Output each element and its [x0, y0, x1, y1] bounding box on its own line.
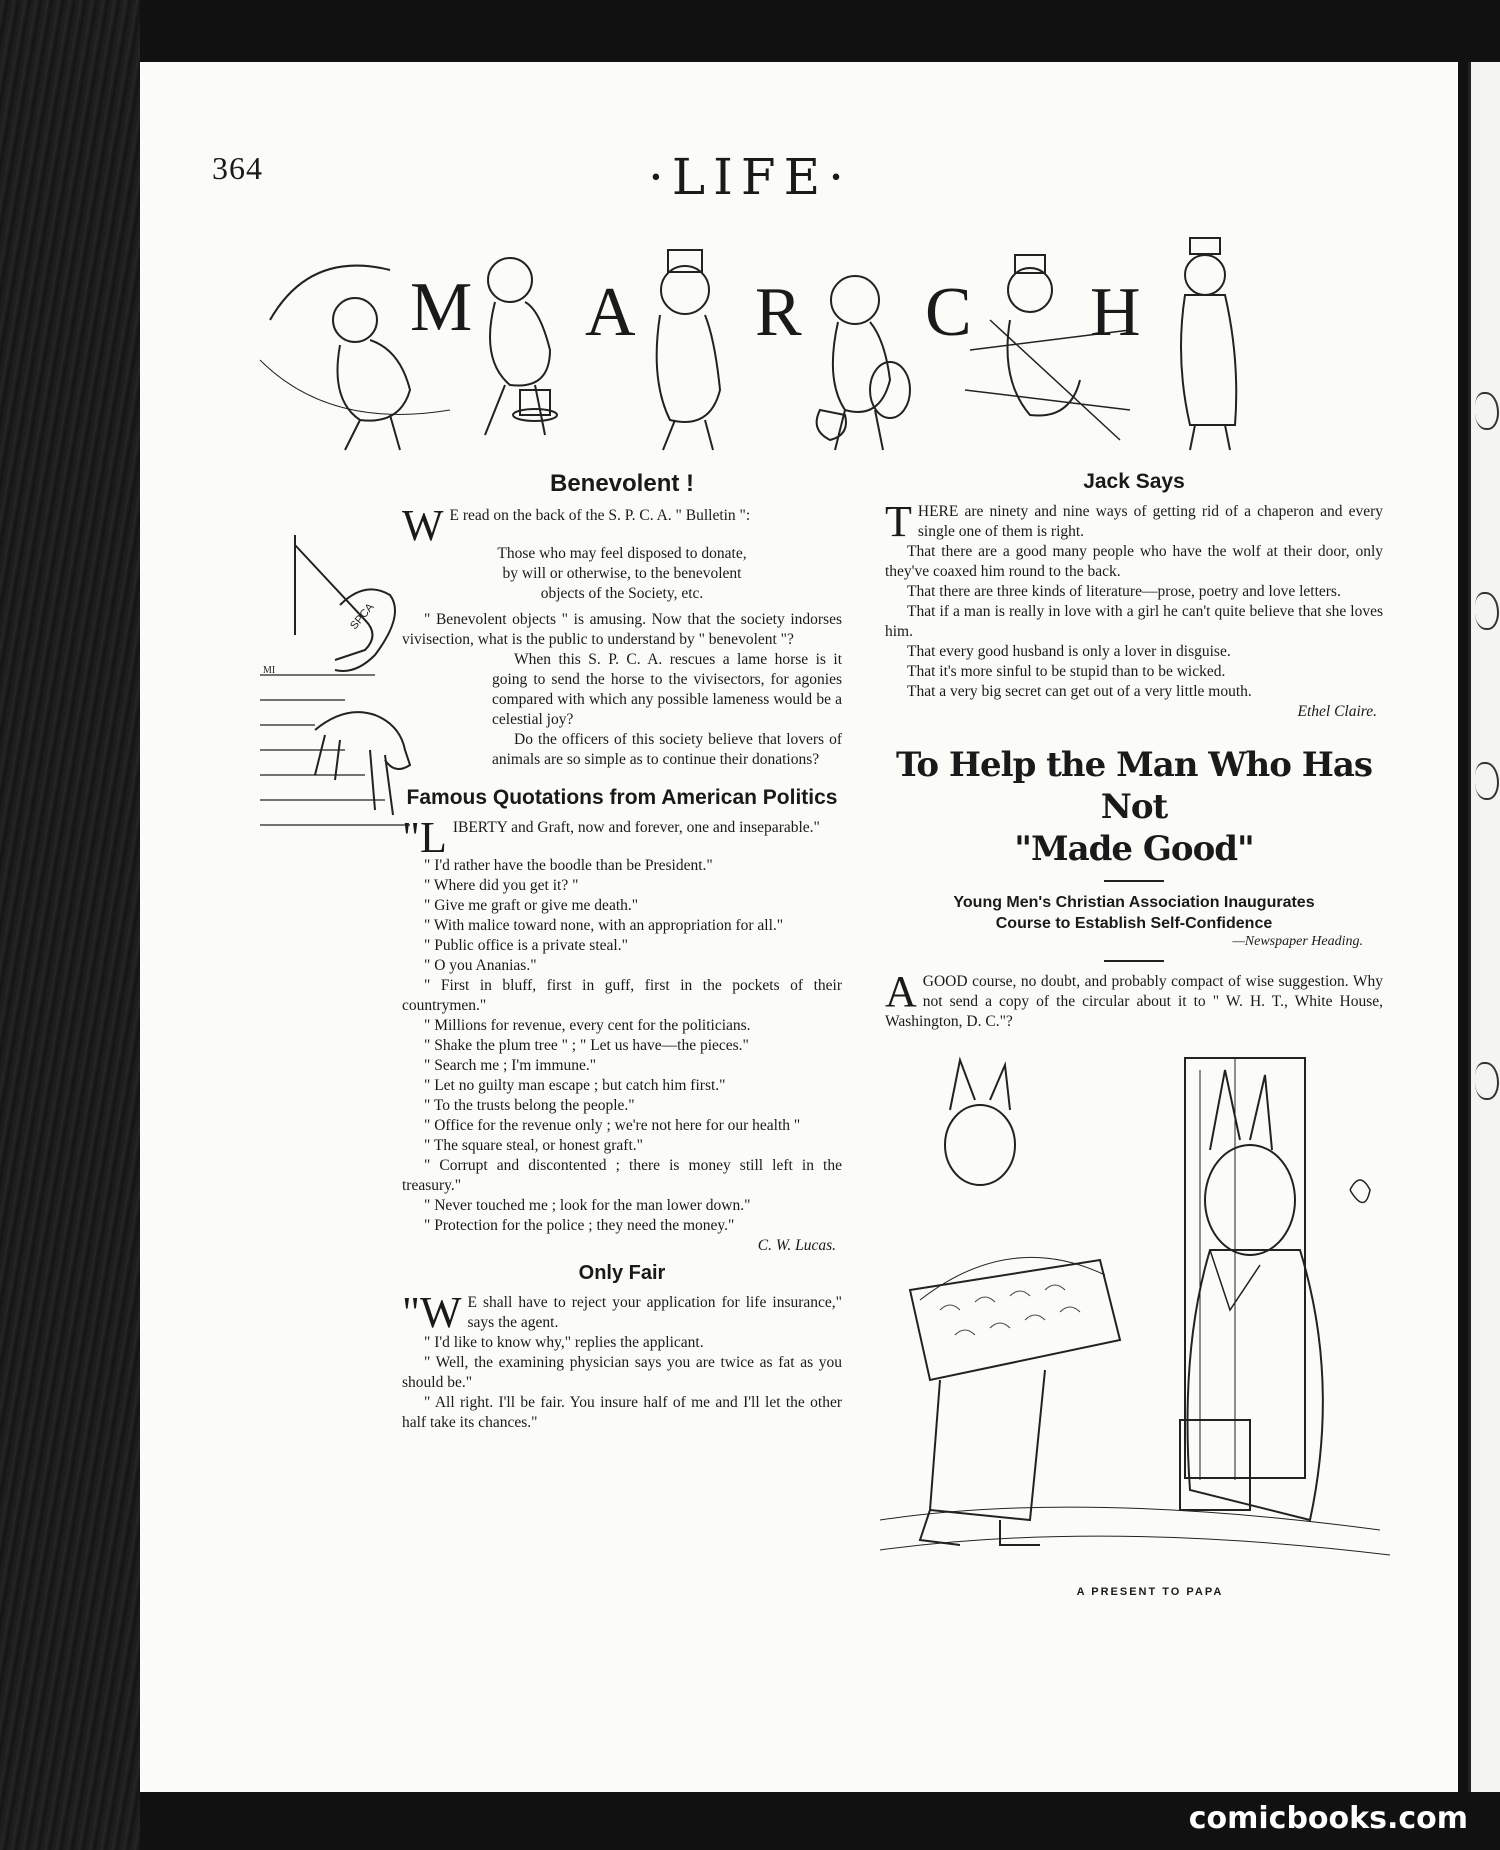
help-title-line2: "Made Good" [1014, 829, 1254, 869]
quotation-line: IBERTY and Graft, now and forever, one and inseparable." [452, 819, 820, 836]
benevolent-bulletin-quote: Those who may feel disposed to donate, by will or otherwise, to the benevolent objects of the Society, etc. [497, 545, 747, 602]
quotation-line: " O you Ananias." [424, 957, 537, 974]
help-subhead-line2: Course to Establish Self-Confidence [995, 915, 1273, 932]
only-fair-line: " I'd like to know why," replies the applicant. [424, 1334, 704, 1351]
march-letter-m: M [410, 269, 473, 346]
march-banner-illustration [250, 210, 1270, 470]
march-letter-h: H [1090, 274, 1141, 351]
march-letter-r: R [755, 274, 802, 351]
quotation-line: " Give me graft or give me death." [424, 897, 639, 914]
only-fair-heading: Only Fair [578, 1262, 666, 1284]
famous-signature: C. W. Lucas. [757, 1237, 836, 1254]
famous-dropcap: "L [402, 813, 447, 862]
march-letter-c: C [925, 274, 972, 351]
march-letter-a: A [585, 274, 636, 351]
quotation-line: " Shake the plum tree " ; " Let us have—the pieces." [424, 1037, 749, 1054]
benevolent-paragraph: Do the officers of this society believe that lovers of animals are so simple as to continue their donations? [492, 731, 842, 768]
masthead-title: ·LIFE· [648, 148, 852, 206]
spca-illustration [255, 525, 415, 835]
help-dropcap: A [885, 967, 917, 1016]
quotation-line: " Where did you get it? " [424, 877, 579, 894]
site-watermark: comicbooks.com [1188, 1801, 1468, 1836]
benevolent-dropcap: W [402, 501, 444, 550]
spca-label: SPCA [348, 601, 377, 632]
divider-rule [1104, 880, 1164, 882]
help-subhead-line1: Young Men's Christian Association Inaugurates [953, 894, 1315, 911]
help-body: GOOD course, no doubt, and probably compact of wise suggestion. Why not send a copy of the circular about it to " W. H. T., White House, Washington, D. C."? [885, 973, 1383, 1030]
benevolent-paragraph: " Benevolent objects " is amusing. Now that the society indorses vivisection, what is the public to understand by " benevolent "? [402, 611, 842, 648]
quotation-line: " First in bluff, first in guff, first in the pockets of their countrymen." [402, 977, 842, 1014]
only-fair-intro: E shall have to reject your application for life insurance," says the agent. [467, 1294, 842, 1331]
quotation-line: " I'd rather have the boodle than be President." [424, 857, 713, 874]
quotation-line: " Millions for revenue, every cent for the politicians. [424, 1017, 751, 1034]
quotation-line: " With malice toward none, with an appropriation for all." [424, 917, 784, 934]
illustration-signature: MI [263, 665, 276, 676]
jack-intro: HERE are ninety and nine ways of getting rid of a chaperon and every single one of them is right. [917, 503, 1383, 540]
jack-line: That there are three kinds of literature—prose, poetry and love letters. [907, 583, 1341, 600]
quotation-line: " Office for the revenue only ; we're not here for our health " [424, 1117, 801, 1134]
quotation-line: " To the trusts belong the people." [424, 1097, 635, 1114]
only-fair-line: " Well, the examining physician says you are twice as fat as you should be." [402, 1354, 842, 1391]
cartoon-caption: A PRESENT TO PAPA [1076, 1586, 1224, 1598]
quotation-line: " Corrupt and discontented ; there is money still left in the treasury." [402, 1157, 842, 1194]
benevolent-intro: E read on the back of the S. P. C. A. " Bulletin ": [449, 507, 751, 524]
jack-signature: Ethel Claire. [1297, 703, 1377, 720]
left-column [402, 470, 842, 1433]
benevolent-heading: Benevolent ! [549, 470, 695, 497]
cartoon-illustration [880, 1050, 1400, 1570]
quotation-line: " The square steal, or honest graft." [424, 1137, 643, 1154]
help-credit: —Newspaper Heading. [1232, 934, 1363, 949]
quotation-line: " Search me ; I'm immune." [424, 1057, 597, 1074]
jack-line: That if a man is really in love with a girl he can't quite believe that she loves him. [885, 603, 1383, 640]
only-fair-line: " All right. I'll be fair. You insure half of me and I'll let the other half take its chances." [402, 1394, 842, 1431]
jack-line: That there are a good many people who have the wolf at their door, only they've coaxed him round to the back. [885, 543, 1383, 580]
quotation-line: " Public office is a private steal." [424, 937, 628, 954]
jack-line: That a very big secret can get out of a very little mouth. [907, 683, 1252, 700]
jack-says-heading: Jack Says [1083, 470, 1185, 493]
quotation-line: " Protection for the police ; they need the money." [424, 1217, 735, 1234]
right-column [885, 470, 1383, 1032]
quotation-line: " Never touched me ; look for the man lower down." [424, 1197, 751, 1214]
page-number: 364 [212, 150, 263, 186]
help-title-line1: To Help the Man Who Has Not [895, 745, 1373, 827]
benevolent-paragraph: When this S. P. C. A. rescues a lame horse is it going to send the horse to the vivisectors, for agonies compared with which any possible lameness would be a celestial joy? [492, 651, 842, 728]
adjacent-page-edge [1468, 62, 1500, 1792]
jack-line: That every good husband is only a lover in disguise. [907, 643, 1231, 660]
jack-line: That it's more sinful to be stupid than to be wicked. [907, 663, 1226, 680]
divider-rule [1104, 960, 1164, 962]
scanner-left-margin [0, 0, 140, 1850]
famous-quotations-heading: Famous Quotations from American Politics [406, 786, 838, 809]
only-fair-dropcap: "W [402, 1288, 462, 1337]
jack-dropcap: T [885, 497, 912, 546]
quotation-line: " Let no guilty man escape ; but catch him first." [424, 1077, 726, 1094]
